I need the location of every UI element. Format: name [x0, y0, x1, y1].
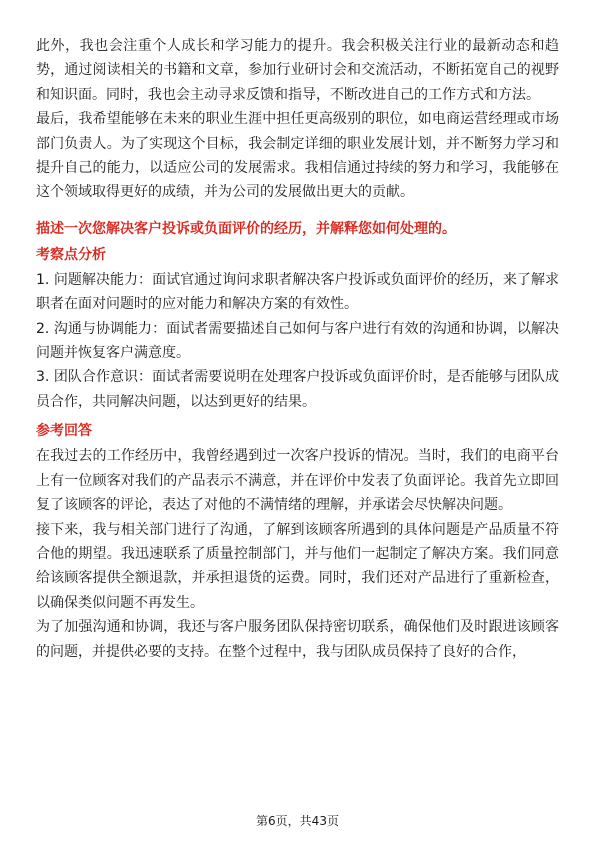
answer-paragraph-1: 在我过去的工作经历中，我曾经遇到过一次客户投诉的情况。当时，我们的电商平台上有一位顾客对我们的产品表示不满意，并在评价中发表了负面评论。我首先立即回复了该顾客的评论，表达了对他的不满情绪的理解，并承诺会尽快解决问题。: [36, 448, 559, 514]
answer-heading: 参考回答: [36, 423, 92, 440]
page-content: [36, 34, 559, 664]
analysis-item-1: 1. 问题解决能力：面试官通过询问求职者解决客户投诉或负面评价的经历，来了解求职者在面对问题时的应对能力和解决方案的有效性。: [36, 271, 559, 313]
intro-paragraph-1: 此外，我也会注重个人成长和学习能力的提升。我会积极关注行业的最新动态和趋势，通过阅读相关的书籍和文章，参加行业研讨会和交流活动，不断拓宽自己的视野和知识面。同时，我也会主动寻求反馈和指导，不断改进自己的工作方式和方法。: [36, 38, 559, 103]
analysis-item-2: 2. 沟通与协调能力：面试者需要描述自己如何与客户进行有效的沟通和协调，以解决问题并恢复客户满意度。: [36, 320, 559, 362]
analysis-item-3: 3. 团队合作意识：面试者需要说明在处理客户投诉或负面评价时，是否能够与团队成员合作，共同解决问题，以达到更好的结果。: [36, 369, 559, 410]
answer-paragraph-3: 为了加强沟通和协调，我还与客户服务团队保持密切联系，确保他们及时跟进该顾客的问题，并提供必要的支持。在整个过程中，我与团队成员保持了良好的合作，: [36, 619, 559, 660]
intro-paragraph-2: 最后，我希望能够在未来的职业生涯中担任更高级别的职位，如电商运营经理或市场部门负责人。为了实现这个目标，我会制定详细的职业发展计划，并不断努力学习和提升自己的能力，以适应公司的发展需求。我相信通过持续的努力和学习，我能够在这个领域取得更好的成绩，并为公司的发展做出更大的贡献。: [36, 111, 559, 201]
question-heading: 描述一次您解决客户投诉或负面评价的经历，并解释您如何处理的。: [36, 220, 456, 237]
page-footer: 第6页，共43页: [256, 814, 339, 828]
answer-paragraph-2: 接下来，我与相关部门进行了沟通，了解到该顾客所遇到的具体问题是产品质量不符合他的期望。我迅速联系了质量控制部门，并与他们一起制定了解决方案。我们同意给该顾客提供全额退款，并承担退货的运费。同时，我们还对产品进行了重新检查，以确保类似问题不再发生。: [36, 521, 559, 611]
analysis-heading: 考察点分析: [36, 246, 106, 263]
